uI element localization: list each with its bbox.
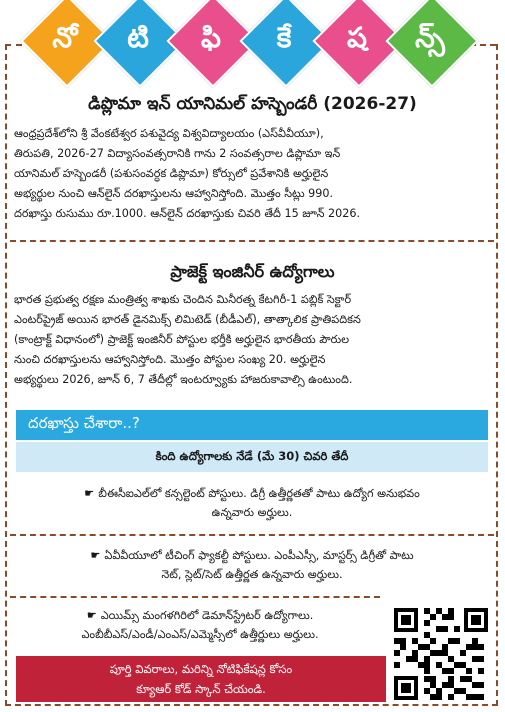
section1-line-4: అభ్యర్థుల నుంచి ఆన్‌లైన్ దరఖాస్తులను ఆహ్వానిస్తోంది. మొత్తం సీట్లు 990. [14,187,334,200]
header-letter-2: టి [127,21,149,54]
section1-line-2: తిరుపతి, 2026-27 విద్యాసంవత్సరానికి గాను 2 సంవత్సరాల డిప్లొమా ఇన్ [14,147,341,160]
section2-line-1: భారత ప్రభుత్వ రక్షణ మంత్రిత్వ శాఖకు చెందిన మినీరత్న కేటగిరీ-1 పబ్లిక్ సెక్టార్ [14,293,352,306]
item-3-line-2: ఎంబీబీఎస్/ఎండీ/ఎంఎస్/ఎమ్మెస్సీలో ఉత్తీర్ణులు అర్హులు. [81,628,319,641]
section2-body [14,290,490,390]
section1-line-3: యానిమల్ హస్బెండరీ (పశుసంవర్ధక డిప్లొమా) కోర్సులో ప్రవేశానికి అర్హులైన [14,167,329,180]
qr-code[interactable] [390,604,492,704]
item-3-line-1: ఎయిమ్స్ మంగళగిరిలో డెమాన్‌స్ట్రేటర్ ఉద్యోగాలు. [100,609,314,622]
qr-cta-box [16,656,386,702]
header-letter-3: ఫి [201,21,221,54]
item-2-line-2: నెట్, స్లెట్/సెట్ ఉత్తీర్ణత ఉన్నవారు అర్హులు. [161,568,343,581]
item-1-line-2: ఉన్నవారు అర్హులు. [211,506,293,519]
list-item [16,606,384,644]
section1-line-5: దరఖాస్తు రుసుము రూ.1000. ఆన్‌లైన్ దరఖాస్తుకు చివరి తేదీ 15 జూన్ 2026. [14,207,361,220]
section2-title: ప్రాజెక్ట్ ఇంజినీర్ ఉద్యోగాలు [170,262,335,281]
item-2-line-1: ఏవీవీయూలో టీచింగ్ ఫ్యాకల్టీ పోస్టులు. ఎంపీఎస్సీ, మాస్టర్స్ డిగ్రీతో పాటు [104,549,414,562]
item-1-line-1: బీఈసీఐఎల్‌లో కన్సల్టెంట్ పోస్టులు. డిగ్రీ ఉత్తీర్ణతతో పాటు ఉద్యోగ అనుభవం [98,487,420,500]
deadline-bar: కింది ఉద్యోగాలకు నేడే (మే 30) చివరి తేదీ [16,442,488,472]
pointing-hand-icon: ☛ [90,549,101,562]
divider-1 [10,240,494,242]
header-title [30,0,475,92]
apply-banner: దరఖాస్తు చేశారా..? [16,410,488,440]
section2-line-3: (కాంట్రాక్ట్ విధానంలో) ప్రాజెక్ట్ ఇంజినీర్ పోస్టుల భర్తీకి అర్హులైన భారతీయ పౌరుల [14,333,350,346]
pointing-hand-icon: ☛ [84,487,95,500]
cta-line-1: పూర్తి వివరాలు, మరిన్ని నోటిఫికేషన్ల కోసం [109,662,293,676]
section2-line-2: ఎంటర్‌ప్రైజ్ అయిన భారత్ డైనమిక్స్ లిమిటెడ్ (బీడీఎల్), తాత్కాలిక ప్రాతిపదికన [14,313,361,326]
divider-3 [10,596,380,598]
section1-title: డిప్లొమా ఇన్ యానిమల్ హస్బెండరీ (2026-27) [88,94,417,114]
section1-body [14,124,490,224]
header-letter-1: నో [52,21,78,54]
section2-line-5: అభ్యర్థులు 2026, జూన్ 6, 7 తేదీల్లో ఇంటర్వ్యూకు హాజరుకావాల్సి ఉంటుంది. [14,373,353,386]
cta-line-2: క్యూఆర్ కోడ్ స్కాన్ చేయండి. [136,682,266,696]
section1-line-1: ఆంధ్రప్రదేశ్‌లోని శ్రీ వేంకటేశ్వర పశువైద్య విశ్వవిద్యాలయం (ఎస్‌వీవీయూ), [14,127,324,140]
header-letter-6: న్స్ [415,21,445,54]
qr-code-icon [390,604,492,704]
list-item [16,484,488,522]
list-item [16,546,488,584]
section2-line-4: నుంచి దరఖాస్తులను ఆహ్వానిస్తోంది. మొత్తం పోస్టుల సంఖ్య 20. అర్హులైన [14,353,326,366]
header-letter-5: ష [347,21,367,54]
header-letter-4: కే [276,21,292,54]
divider-2 [10,534,494,536]
pointing-hand-icon: ☛ [86,609,97,622]
